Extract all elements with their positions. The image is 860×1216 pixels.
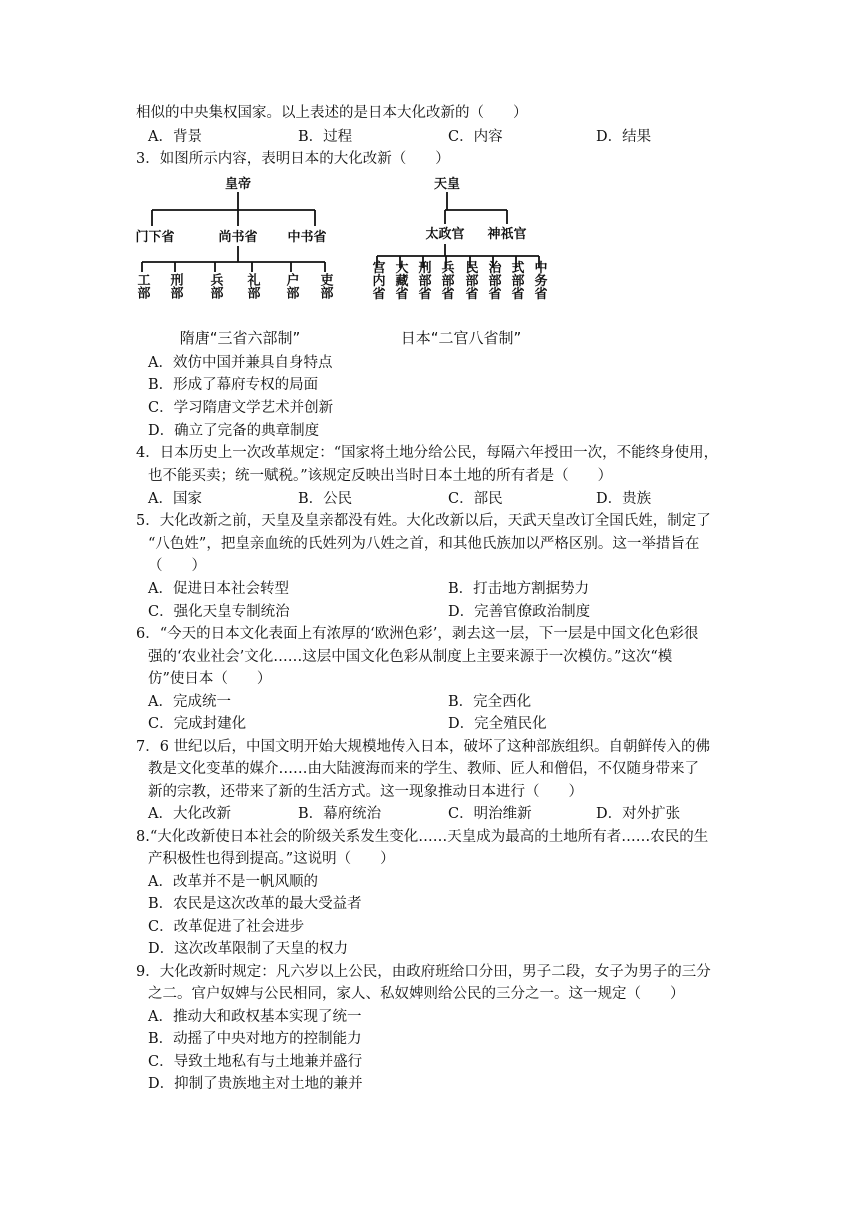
q5-text-line: “八色姓”，把皇亲血统的氏姓列为八姓之首，和其他氏族加以严格区别。这一举措旨在	[148, 536, 700, 552]
q8-option-b[interactable]: B．农民是这次改革的最大受益者	[148, 896, 362, 912]
diagram-right-guan-1: 太政官	[425, 227, 465, 242]
q4-option-d[interactable]: D．贵族	[596, 491, 652, 507]
q6-text-line: 强的‘农业社会’文化……这层中国文化色彩从制度上主要来源于一次模仿。”这次“模	[148, 649, 673, 665]
diagram-right-sheng-5: 民部省	[462, 260, 478, 300]
q3-option-a[interactable]: A．效仿中国并兼具自身特点	[148, 355, 333, 371]
q6-option-a[interactable]: A．完成统一	[148, 694, 231, 710]
diagram-left-bu-5: 户部	[283, 273, 299, 299]
q3-stem: 3．如图所示内容，表明日本的大化改新（ ）	[136, 151, 450, 167]
diagram-right-sheng-1: 宫内省	[369, 260, 385, 300]
q6-text-line: 6．“今天的日本文化表面上有浓厚的‘欧洲色彩’，剥去这一层，下一层是中国文化色彩很	[136, 626, 699, 642]
diagram-right-sheng-7: 式部省	[508, 260, 524, 300]
diagram-right-sheng-8: 中务省	[531, 260, 547, 300]
q9-option-b[interactable]: B．动摇了中央对地方的控制能力	[148, 1031, 362, 1047]
q5-option-d[interactable]: D．完善官僚政治制度	[448, 604, 591, 620]
diagram-right-sheng-3: 刑部省	[415, 260, 431, 300]
q7-option-d[interactable]: D．对外扩张	[596, 806, 681, 822]
q4-text-line: 也不能买卖；统一赋税。”该规定反映出当时日本土地的所有者是（ ）	[148, 468, 613, 484]
q5-option-b[interactable]: B．打击地方割据势力	[448, 581, 590, 597]
q2-option-b[interactable]: B．过程	[298, 129, 353, 145]
q5-text-line: （ ）	[148, 558, 206, 574]
q2-option-d[interactable]: D．结果	[596, 129, 652, 145]
diagram-right-caption: 日本“二官八省制”	[400, 329, 522, 347]
q4-option-c[interactable]: C．部民	[448, 491, 503, 507]
q7-option-a[interactable]: A．大化改新	[148, 806, 231, 822]
diagram-left-bu-4: 礼部	[244, 273, 260, 299]
q5-text-line: 5．大化改新之前，天皇及皇亲都没有姓。大化改新以后，天武天皇改订全国氏姓，制定了	[136, 513, 711, 529]
q8-text-line: 产积极性也得到提高。”这说明（ ）	[148, 851, 395, 867]
diagram-left-bu-3: 兵部	[207, 273, 223, 299]
q8-option-a[interactable]: A．改革并不是一帆风顺的	[148, 874, 318, 890]
q3-option-d[interactable]: D．确立了完备的典章制度	[148, 423, 320, 439]
diagram-right-sheng-4: 兵部省	[438, 260, 454, 300]
diagram-left-sheng-1: 门下省	[135, 230, 175, 245]
q9-text-line: 之二。官户奴婢与公民相同，家人、私奴婢则给公民的三分之一。这一规定（ ）	[148, 986, 685, 1002]
q6-option-d[interactable]: D．完全殖民化	[448, 716, 547, 732]
diagram-right-top: 天皇	[433, 177, 461, 192]
q3-diagram	[125, 172, 565, 352]
q5-option-a[interactable]: A．促进日本社会转型	[148, 581, 289, 597]
q9-option-a[interactable]: A．推动大和政权基本实现了统一	[148, 1009, 362, 1025]
diagram-left-caption: 隋唐“三省六部制”	[179, 329, 301, 347]
diagram-left-bu-6: 吏部	[317, 273, 333, 299]
diagram-left-top: 皇帝	[224, 177, 252, 192]
q2-text-line: 相似的中央集权国家。以上表述的是日本大化改新的（ ）	[136, 105, 528, 121]
diagram-left-bu-1: 工部	[134, 273, 150, 299]
q9-option-d[interactable]: D．抑制了贵族地主对土地的兼并	[148, 1076, 363, 1092]
q2-option-a[interactable]: A．背景	[148, 129, 202, 145]
q6-option-c[interactable]: C．完成封建化	[148, 716, 247, 732]
diagram-left-sheng-3: 中书省	[287, 230, 327, 245]
q4-option-a[interactable]: A．国家	[148, 491, 202, 507]
q4-text-line: 4．日本历史上一次改革规定：“国家将土地分给公民，每隔六年授田一次，不能终身使用，	[136, 445, 719, 461]
q3-option-c[interactable]: C．学习隋唐文学艺术并创新	[148, 400, 334, 416]
q6-text-line: 仿”使日本（ ）	[148, 671, 272, 687]
diagram-left-sheng-2: 尚书省	[218, 230, 258, 245]
q8-option-c[interactable]: C．改革促进了社会进步	[148, 919, 305, 935]
diagram-right-sheng-2: 大藏省	[392, 260, 408, 300]
q3-option-b[interactable]: B．形成了幕府专权的局面	[148, 377, 319, 393]
diagram-right-sheng-6: 治部省	[485, 260, 501, 300]
diagram-left-bu-2: 刑部	[167, 273, 183, 299]
diagram-right-guan-2: 神祇官	[487, 227, 527, 242]
q9-option-c[interactable]: C．导致土地私有与土地兼并盛行	[148, 1054, 363, 1070]
q7-text-line: 教是文化变革的媒介……由大陆渡海而来的学生、教师、匠人和僧侣，不仅随身带来了	[148, 761, 699, 777]
q6-option-b[interactable]: B．完全西化	[448, 694, 532, 710]
q7-text-line: 新的宗教，还带来了新的生活方式。这一现象推动日本进行（ ）	[148, 784, 583, 800]
q8-text-line: 8.“大化改新使日本社会的阶级关系发生变化……天皇成为最高的土地所有者……农民的生	[136, 829, 709, 845]
q5-option-c[interactable]: C．强化天皇专制统治	[148, 604, 290, 620]
q2-option-c[interactable]: C．内容	[448, 129, 503, 145]
q7-option-b[interactable]: B．幕府统治	[298, 806, 382, 822]
q4-option-b[interactable]: B．公民	[298, 491, 353, 507]
q8-option-d[interactable]: D．这次改革限制了天皇的权力	[148, 941, 349, 957]
q7-text-line: 7．6 世纪以后，中国文明开始大规模地传入日本，破坏了这种部族组织。自朝鲜传入的佛	[136, 739, 711, 755]
q7-option-c[interactable]: C．明治维新	[448, 806, 532, 822]
q9-text-line: 9．大化改新时规定：凡六岁以上公民，由政府班给口分田，男子二段，女子为男子的三分	[136, 964, 711, 980]
